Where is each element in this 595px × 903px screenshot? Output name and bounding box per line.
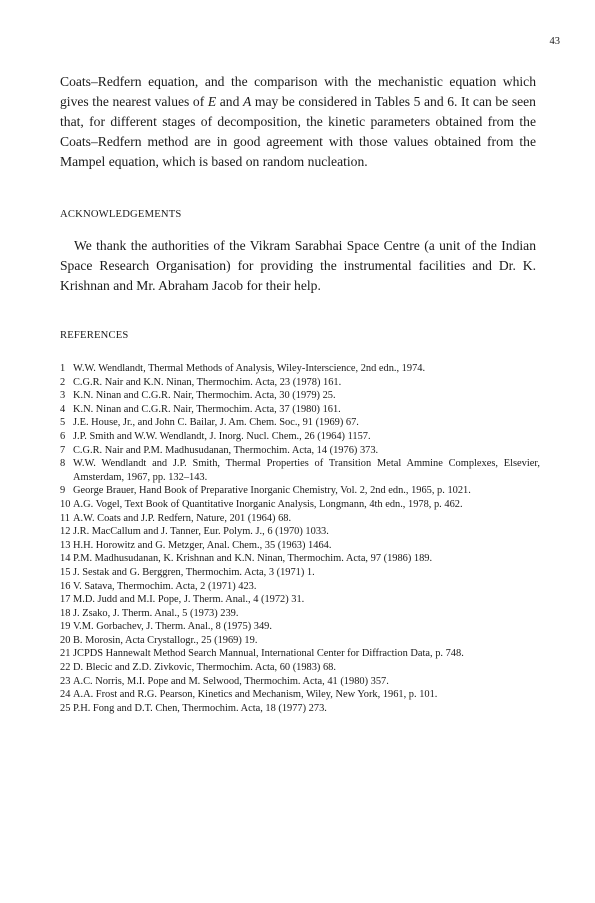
reference-number: 6 [60, 430, 66, 442]
reference-item [60, 484, 540, 498]
reference-number: 21 [60, 648, 71, 660]
reference-number: 12 [60, 526, 71, 538]
intro-text-c: may be considered in Tables 5 and 6. It can be seen that, for different stages of decomposition, the kinetic parameters obtained from the Coats–Redfern method are in good agreement with those values obtained from the Mampel equation, which is based on random nucleation. [60, 94, 536, 169]
reference-item [60, 566, 540, 580]
reference-number: 5 [60, 417, 66, 429]
reference-text: A.A. Frost and R.G. Pearson, Kinetics and Mechanism, Wiley, New York, 1961, p. 101. [73, 689, 438, 701]
reference-number: 3 [60, 390, 66, 402]
acknowledgements-heading: ACKNOWLEDGEMENTS [60, 209, 182, 220]
reference-text: JCPDS Hannewalt Method Search Mannual, International Center for Diffraction Data, p. 748. [73, 648, 464, 660]
reference-number: 22 [60, 662, 71, 674]
symbol-e: E [207, 94, 217, 109]
intro-text-b: and [216, 94, 243, 109]
reference-number: 8 [60, 458, 66, 470]
reference-text: B. Morosin, Acta Crystallogr., 25 (1969) 19. [73, 634, 258, 646]
reference-item [60, 634, 540, 648]
reference-text: V.M. Gorbachev, J. Therm. Anal., 8 (1975) 349. [73, 621, 272, 633]
reference-item [60, 416, 540, 430]
reference-item [60, 552, 540, 566]
reference-text: M.D. Judd and M.I. Pope, J. Therm. Anal., 4 (1972) 31. [73, 594, 305, 606]
reference-text: H.H. Horowitz and G. Metzger, Anal. Chem., 35 (1963) 1464. [73, 539, 332, 551]
reference-item [60, 498, 540, 512]
reference-item [60, 593, 540, 607]
reference-number: 7 [60, 444, 66, 456]
reference-text: A.G. Vogel, Text Book of Quantitative Inorganic Analysis, Longmann, 4th edn., 1978, p. 462. [73, 498, 463, 510]
reference-number: 24 [60, 689, 71, 701]
references-heading: REFERENCES [60, 330, 129, 341]
reference-number: 13 [60, 539, 71, 551]
reference-item [60, 525, 540, 539]
reference-item [60, 539, 540, 553]
acknowledgements-paragraph: We thank the authorities of the Vikram Sarabhai Space Centre (a unit of the Indian Space Research Organisation) for providing the instrumental facilities and Dr. K. Krishnan and Mr. Abraham Jacob for their help. [60, 238, 536, 293]
reference-text: W.W. Wendlandt and J.P. Smith, Thermal Properties of Transition Metal Ammine Complexes, Elsevier, Amsterdam, 1967, pp. 132–143. [73, 458, 540, 483]
reference-number: 9 [60, 485, 66, 497]
page-number: 43 [549, 36, 560, 47]
reference-text: P.M. Madhusudanan, K. Krishnan and K.N. Ninan, Thermochim. Acta, 97 (1986) 189. [73, 553, 433, 565]
reference-number: 25 [60, 702, 71, 714]
reference-item [60, 430, 540, 444]
reference-text: J.R. MacCallum and J. Tanner, Eur. Polym. J., 6 (1970) 1033. [73, 526, 329, 538]
reference-item [60, 403, 540, 417]
reference-number: 23 [60, 675, 71, 687]
reference-number: 18 [60, 607, 71, 619]
reference-item [60, 444, 540, 458]
reference-text: V. Satava, Thermochim. Acta, 2 (1971) 423. [73, 580, 257, 592]
reference-number: 1 [60, 363, 66, 374]
reference-item [60, 675, 540, 689]
reference-number: 17 [60, 594, 71, 606]
reference-item [60, 362, 540, 376]
reference-item [60, 376, 540, 390]
reference-text: C.G.R. Nair and P.M. Madhusudanan, Thermochim. Acta, 14 (1976) 373. [73, 444, 379, 456]
reference-item [60, 457, 540, 484]
reference-text: W.W. Wendlandt, Thermal Methods of Analysis, Wiley-Interscience, 2nd edn., 1974. [73, 363, 426, 374]
reference-number: 2 [60, 376, 66, 388]
reference-item [60, 580, 540, 594]
reference-text: D. Blecic and Z.D. Zivkovic, Thermochim. Acta, 60 (1983) 68. [73, 662, 336, 674]
reference-text: J.E. House, Jr., and John C. Bailar, J. Am. Chem. Soc., 91 (1969) 67. [73, 417, 359, 429]
reference-item [60, 688, 540, 702]
reference-text: J.P. Smith and W.W. Wendlandt, J. Inorg. Nucl. Chem., 26 (1964) 1157. [73, 430, 371, 442]
reference-item [60, 389, 540, 403]
reference-number: 14 [60, 553, 71, 565]
reference-number: 15 [60, 566, 71, 578]
intro-text-a: Coats–Redfern equation, and the comparison with the mechanistic equation which gives the nearest values of [60, 74, 536, 109]
reference-text: P.H. Fong and D.T. Chen, Thermochim. Acta, 18 (1977) 273. [73, 702, 327, 714]
reference-number: 11 [60, 512, 71, 524]
reference-item [60, 607, 540, 621]
reference-text: K.N. Ninan and C.G.R. Nair, Thermochim. Acta, 30 (1979) 25. [73, 390, 336, 402]
reference-number: 4 [60, 403, 66, 415]
reference-number: 20 [60, 634, 71, 646]
reference-item [60, 661, 540, 675]
reference-text: C.G.R. Nair and K.N. Ninan, Thermochim. Acta, 23 (1978) 161. [73, 376, 342, 388]
reference-item [60, 620, 540, 634]
reference-item [60, 702, 540, 716]
symbol-a: A [242, 94, 252, 109]
reference-number: 19 [60, 621, 71, 633]
reference-number: 16 [60, 580, 71, 592]
reference-text: A.W. Coats and J.P. Redfern, Nature, 201 (1964) 68. [73, 512, 292, 524]
reference-number: 10 [60, 498, 71, 510]
reference-text: J. Zsako, J. Therm. Anal., 5 (1973) 239. [73, 607, 239, 619]
intro-paragraph [60, 72, 536, 172]
reference-item [60, 512, 540, 526]
reference-text: K.N. Ninan and C.G.R. Nair, Thermochim. Acta, 37 (1980) 161. [73, 403, 341, 415]
reference-item [60, 647, 540, 661]
reference-text: J. Sestak and G. Berggren, Thermochim. Acta, 3 (1971) 1. [73, 566, 315, 578]
reference-text: George Brauer, Hand Book of Preparative Inorganic Chemistry, Vol. 2, 2nd edn., 1965, p. 1021. [73, 485, 471, 497]
reference-text: A.C. Norris, M.I. Pope and M. Selwood, Thermochim. Acta, 41 (1980) 357. [73, 675, 389, 687]
references-list [60, 362, 540, 715]
